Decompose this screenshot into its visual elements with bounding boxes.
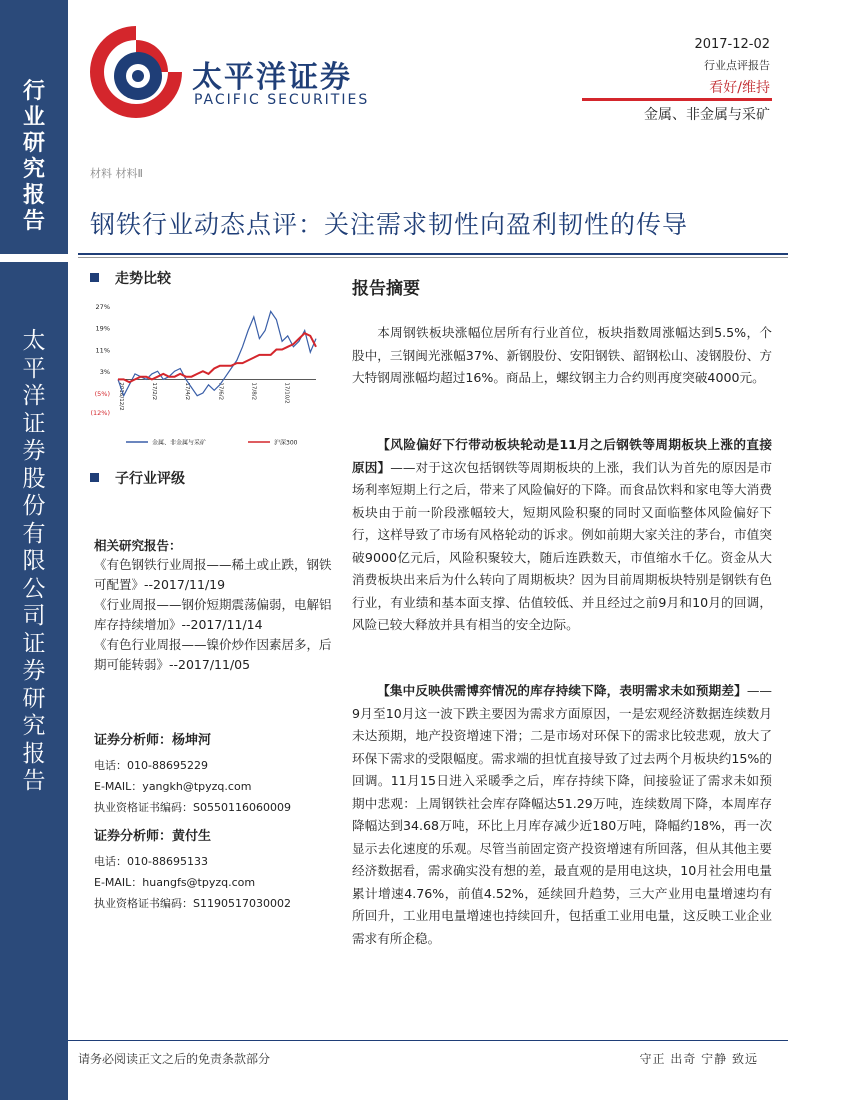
- page-title: 钢铁行业动态点评：关注需求韧性向盈利韧性的传导: [90, 210, 689, 239]
- x-tick-label: 17/2/2: [151, 382, 158, 401]
- title-divider: [78, 253, 788, 255]
- related-report-item[interactable]: 《有色钢铁行业周报——稀土或止跌，钢铁可配置》--2017/11/19: [94, 557, 332, 592]
- y-tick-label: (5%): [94, 389, 110, 398]
- summary-heading: 报告摘要: [352, 279, 420, 299]
- summary-paragraph-2: [352, 434, 772, 637]
- sidebar-char: 究: [22, 156, 45, 182]
- y-tick-label: 3%: [99, 368, 110, 377]
- sidebar-char: 报: [22, 182, 45, 208]
- analyst-name: 证券分析师：黄付生: [94, 829, 212, 844]
- summary-paragraph-3: [352, 680, 772, 950]
- analyst-name: 证券分析师：杨坤河: [94, 733, 212, 748]
- footer-disclaimer: 请务必阅读正文之后的免责条款部分: [78, 1052, 271, 1066]
- paragraph-2-heading: 【风险偏好下行带动板块轮动是11月之后钢铁等周期板块上涨的直接原因】: [352, 437, 772, 475]
- section-sub-rating-label: 子行业评级: [115, 471, 185, 487]
- summary-paragraph-1: 本周钢铁板块涨幅位居所有行业首位，板块指数周涨幅达到5.5%，个股中，三钢闽光涨幅37%、新钢股份、安阳钢铁、韶钢松山、凌钢股份、方大特钢周涨幅均超过16%。商品上，螺纹钢主力合约则再度突破4000元。: [352, 325, 772, 385]
- sidebar-char: 公: [22, 575, 46, 602]
- sidebar-label-industry-report: [0, 78, 68, 234]
- sidebar-char: 限: [22, 548, 46, 574]
- sidebar-char: 司: [22, 603, 46, 629]
- sidebar-char: 份: [22, 493, 46, 519]
- x-tick-label: 17/8/2: [250, 382, 257, 401]
- title-divider-thin: [78, 257, 788, 258]
- sidebar-char: 太: [22, 328, 46, 354]
- sidebar-char: 研: [22, 130, 45, 156]
- rating: 看好/维持: [709, 80, 770, 96]
- header-red-line: [582, 98, 772, 101]
- sidebar-label-company: [0, 328, 68, 796]
- sidebar-char: 股: [22, 465, 46, 492]
- brand-name-en: PACIFIC SECURITIES: [194, 92, 370, 108]
- sidebar-char: 研: [22, 685, 46, 712]
- x-tick-label: 2016/12/2: [118, 382, 124, 411]
- pacific-securities-logo-icon: [86, 22, 186, 122]
- category: 材料 材料Ⅱ: [90, 167, 143, 180]
- sidebar-char: 证: [22, 630, 46, 657]
- analyst-email[interactable]: E-MAIL：yangkh@tpyzq.com: [94, 780, 252, 793]
- sector: 金属、非金属与采矿: [644, 107, 770, 123]
- legend-label: 沪深300: [274, 439, 298, 447]
- paragraph-3-heading: 【集中反映供需博弈情况的库存持续下降，表明需求未如预期差】: [377, 683, 747, 698]
- section-trend-label: 走势比较: [115, 271, 171, 287]
- series-line: [118, 333, 316, 382]
- x-tick-label: 17/6/2: [217, 382, 224, 401]
- sidebar-char: 告: [22, 768, 46, 794]
- related-report-item[interactable]: 《有色行业周报——镍价炒作因素居多，后期可能转弱》--2017/11/05: [94, 637, 332, 672]
- brand-name-cn: 太平洋证券: [192, 60, 352, 95]
- sidebar-char: 券: [22, 438, 46, 464]
- sidebar-char: 洋: [22, 383, 46, 409]
- x-tick-label: 17/10/2: [283, 382, 290, 404]
- report-type: 行业点评报告: [704, 59, 770, 72]
- y-tick-label: (12%): [90, 409, 110, 417]
- related-reports-list: [94, 555, 334, 675]
- sidebar-char: 业: [22, 104, 45, 130]
- sidebar-char: 告: [22, 208, 45, 234]
- section-sub-rating: [90, 468, 185, 488]
- footer-divider: [68, 1040, 788, 1041]
- analyst-phone: 电话：010-88695133: [94, 855, 208, 868]
- analyst-block-2: [94, 826, 334, 914]
- y-tick-label: 27%: [95, 303, 110, 311]
- sidebar-char: 行: [22, 78, 45, 104]
- trend-chart: [88, 296, 336, 454]
- analyst-block-1: [94, 730, 334, 818]
- bullet-square-icon: [90, 473, 99, 482]
- bullet-square-icon: [90, 273, 99, 282]
- sidebar-char: 报: [22, 740, 46, 767]
- paragraph-3-body: ——9月至10月这一波下跌主要因为需求方面原因，一是宏观经济数据连续数月未达预期，地产投资增速下滑；二是市场对环保下的需求比较悲观，放大了环保下需求的受限幅度。需求端的担忧直接导致了过去两个月板块约15%的回调。11月15日进入采暖季之后，库存持续下降，间接验证了需求未如预期中悲观：上周钢铁社会库存降幅达51.29万吨，连续数周下降，本周库存降幅达到34.68万吨，环比上月库存减少近180万吨，降幅约18%，再一次显示去化速度的乐观。尽管当前固定资产投资增速有所回落，但从其他主要经济数据看，需求确实没有想的差，最直观的是用电这块，10月社会用电量累计增速4.76%，前值4.52%，延续回升趋势，三大产业用电量增速均有所回升，工业用电量增速也持续回升，包括重工业用电量，这反映工业企业需求有所企稳。: [352, 683, 772, 946]
- analyst-email[interactable]: E-MAIL：huangfs@tpyzq.com: [94, 876, 256, 889]
- sidebar-char: 有: [22, 520, 46, 547]
- related-reports-heading: 相关研究报告：: [94, 538, 182, 553]
- x-tick-label: 17/4/2: [184, 382, 191, 401]
- analyst-cert: 执业资格证书编码：S1190517030002: [94, 897, 291, 910]
- sidebar-char: 证: [22, 410, 46, 437]
- sidebar-char: 究: [22, 713, 46, 739]
- analyst-phone: 电话：010-88695229: [94, 759, 208, 772]
- report-date: 2017-12-02: [694, 37, 770, 52]
- sidebar-char: 券: [22, 658, 46, 684]
- section-trend: [90, 268, 171, 288]
- y-tick-label: 19%: [95, 324, 110, 333]
- related-report-item[interactable]: 《行业周报——钢价短期震荡偏弱，电解铝库存持续增加》--2017/11/14: [94, 597, 332, 632]
- paragraph-2-body: ——对于这次包括钢铁等周期板块的上涨，我们认为首先的原因是市场利率短期上行之后，带来了风险偏好的下降。而食品饮料和家电等大消费板块由于前一阶段涨幅较大，短期风险积聚的同时又面临整体风险偏好下行，这样导致了市场有风格轮动的诉求。例如前期大家关注的茅台，市值突破9000亿元后，风险积聚较大，随后连跌数天，市值缩水千亿。资金从大消费板块出来后为什么转向了周期板块？因为目前周期板块特别是钢铁有色行业，有业绩和基本面支撑、估值较低、并且经过之前9月和10月的回调，风险已较大释放并具有相当的安全边际。: [352, 459, 773, 632]
- analyst-cert: 执业资格证书编码：S0550116060009: [94, 801, 291, 814]
- footer-motto: 守正 出奇 宁静 致远: [639, 1052, 758, 1066]
- sidebar-char: 平: [22, 355, 46, 382]
- y-tick-label: 11%: [95, 346, 110, 355]
- legend-label: 金属、非金属与采矿: [152, 439, 207, 447]
